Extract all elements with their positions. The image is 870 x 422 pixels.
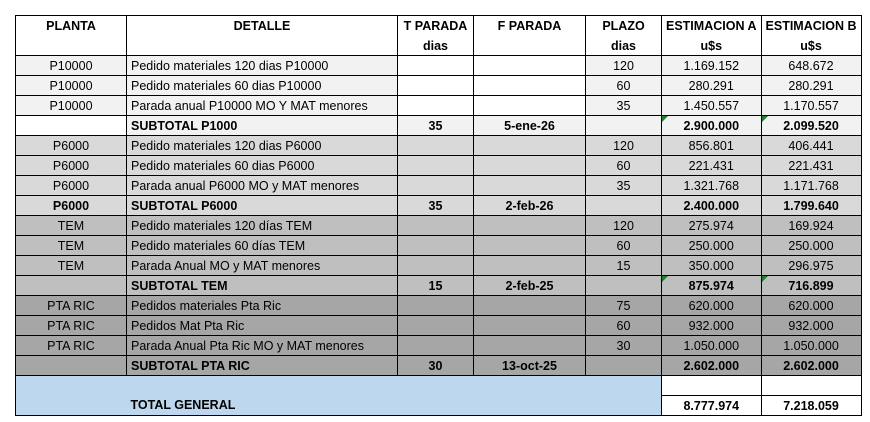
table-row <box>16 156 862 176</box>
planta-cell[interactable]: PTA RIC <box>16 336 127 356</box>
planta-cell[interactable]: PTA RIC <box>16 316 127 336</box>
f-parada-cell[interactable] <box>474 156 586 176</box>
estimacion-b-cell[interactable]: 169.924 <box>761 216 861 236</box>
planta-cell[interactable]: P6000 <box>16 176 127 196</box>
subtotal-label[interactable]: SUBTOTAL PTA RIC <box>127 356 398 376</box>
f-parada-cell[interactable]: 2-feb-26 <box>474 196 586 216</box>
estimacion-b-spacer[interactable] <box>761 376 861 396</box>
table-row <box>16 136 862 156</box>
estimacion-b-cell[interactable]: 2.602.000 <box>761 356 861 376</box>
plazo-cell[interactable] <box>586 276 662 296</box>
t-parada-cell[interactable] <box>398 296 474 316</box>
estimacion-b-cell[interactable]: 1.170.557 <box>761 96 861 116</box>
planta-cell[interactable]: TEM <box>16 236 127 256</box>
planta-cell[interactable] <box>16 356 127 376</box>
subtotal-label[interactable]: SUBTOTAL P1000 <box>127 116 398 136</box>
plazo-cell[interactable]: 75 <box>586 296 662 316</box>
planta-cell[interactable]: P6000 <box>16 156 127 176</box>
estimacion-a-cell[interactable]: 620.000 <box>662 296 762 316</box>
estimacion-b-cell[interactable]: 1.050.000 <box>761 336 861 356</box>
f-parada-cell[interactable] <box>474 336 586 356</box>
planta-cell[interactable] <box>16 116 127 136</box>
estimacion-a-cell[interactable]: 1.321.768 <box>662 176 762 196</box>
planta-cell[interactable]: P6000 <box>16 136 127 156</box>
plazo-cell[interactable]: 30 <box>586 336 662 356</box>
f-parada-cell[interactable] <box>474 296 586 316</box>
t-parada-cell[interactable] <box>398 316 474 336</box>
t-parada-cell[interactable] <box>398 336 474 356</box>
t-parada-cell[interactable]: 30 <box>398 356 474 376</box>
f-parada-cell[interactable] <box>474 256 586 276</box>
table-row <box>16 296 862 316</box>
header-estimacion-b[interactable]: ESTIMACION B <box>761 16 861 37</box>
estimacion-b-cell[interactable]: 221.431 <box>761 156 861 176</box>
f-parada-cell[interactable] <box>474 56 586 76</box>
plazo-cell[interactable]: 60 <box>586 76 662 96</box>
table-row <box>16 336 862 356</box>
subtotal-label[interactable]: SUBTOTAL TEM <box>127 276 398 296</box>
t-parada-cell[interactable] <box>398 156 474 176</box>
subtotal-row <box>16 196 862 216</box>
total-row <box>16 396 862 416</box>
header-plazo[interactable]: PLAZO <box>586 16 662 37</box>
estimacion-b-cell[interactable]: 1.799.640 <box>761 196 861 216</box>
total-estimacion-a[interactable]: 8.777.974 <box>662 396 762 416</box>
t-parada-cell[interactable] <box>398 256 474 276</box>
detalle-cell[interactable]: Pedido materiales 60 días TEM <box>127 236 398 256</box>
f-parada-cell[interactable] <box>474 236 586 256</box>
subtotal-label[interactable]: SUBTOTAL P6000 <box>127 196 398 216</box>
plazo-cell[interactable]: 60 <box>586 316 662 336</box>
f-parada-cell[interactable] <box>474 136 586 156</box>
subtotal-row <box>16 356 862 376</box>
total-spacer-row <box>16 376 862 396</box>
f-parada-cell[interactable] <box>474 316 586 336</box>
f-parada-cell[interactable] <box>474 176 586 196</box>
planta-cell[interactable]: TEM <box>16 216 127 236</box>
header-estimacion-a[interactable]: ESTIMACION A <box>662 16 762 37</box>
estimacion-b-cell[interactable]: 406.441 <box>761 136 861 156</box>
header-f-parada[interactable]: F PARADA <box>474 16 586 37</box>
table-row <box>16 176 862 196</box>
table-row <box>16 96 862 116</box>
detalle-cell[interactable]: Pedido materiales 60 dias P10000 <box>127 76 398 96</box>
header-row <box>16 16 862 37</box>
f-parada-cell[interactable] <box>474 76 586 96</box>
plazo-cell[interactable]: 60 <box>586 236 662 256</box>
planta-cell[interactable]: P6000 <box>16 196 127 216</box>
header-estimacion-b-unit[interactable]: u$s <box>761 36 861 56</box>
plazo-cell[interactable] <box>586 196 662 216</box>
estimacion-a-cell[interactable]: 2.400.000 <box>662 196 762 216</box>
estimacion-b-cell[interactable]: 716.899 <box>761 276 861 296</box>
header-plazo-unit[interactable]: dias <box>586 36 662 56</box>
estimacion-a-cell[interactable]: 280.291 <box>662 76 762 96</box>
cost-estimate-table <box>15 15 862 416</box>
header-t-parada-unit[interactable]: dias <box>398 36 474 56</box>
table-row <box>16 236 862 256</box>
table-row <box>16 56 862 76</box>
estimacion-a-cell[interactable]: 1.050.000 <box>662 336 762 356</box>
detalle-cell[interactable]: Pedido materiales 120 dias P6000 <box>127 136 398 156</box>
plazo-cell[interactable]: 60 <box>586 156 662 176</box>
f-parada-cell[interactable] <box>474 96 586 116</box>
detalle-cell[interactable]: Parada Anual Pta Ric MO y MAT menores <box>127 336 398 356</box>
plazo-cell[interactable]: 120 <box>586 136 662 156</box>
estimacion-a-cell[interactable]: 875.974 <box>662 276 762 296</box>
planta-cell[interactable]: P10000 <box>16 76 127 96</box>
detalle-cell[interactable]: Parada anual P6000 MO y MAT menores <box>127 176 398 196</box>
t-parada-cell[interactable] <box>398 236 474 256</box>
estimacion-b-cell[interactable]: 250.000 <box>761 236 861 256</box>
t-parada-cell[interactable] <box>398 136 474 156</box>
table-row <box>16 216 862 236</box>
estimacion-a-cell[interactable]: 2.602.000 <box>662 356 762 376</box>
estimacion-a-cell[interactable]: 350.000 <box>662 256 762 276</box>
t-parada-cell[interactable]: 35 <box>398 116 474 136</box>
estimacion-b-cell[interactable]: 620.000 <box>761 296 861 316</box>
planta-cell[interactable]: TEM <box>16 256 127 276</box>
estimacion-a-spacer[interactable] <box>662 376 762 396</box>
header-f-parada-cont[interactable] <box>474 36 586 56</box>
detalle-cell[interactable]: Pedido materiales 120 dias P10000 <box>127 56 398 76</box>
header-detalle-cont[interactable] <box>127 36 398 56</box>
plazo-cell[interactable]: 35 <box>586 96 662 116</box>
t-parada-cell[interactable] <box>398 56 474 76</box>
estimacion-a-cell[interactable]: 275.974 <box>662 216 762 236</box>
plazo-cell[interactable]: 15 <box>586 256 662 276</box>
header-detalle[interactable]: DETALLE <box>127 16 398 37</box>
total-spacer-cell[interactable] <box>16 376 662 396</box>
plazo-cell[interactable]: 35 <box>586 176 662 196</box>
planta-cell[interactable] <box>16 396 127 416</box>
estimacion-b-cell[interactable]: 296.975 <box>761 256 861 276</box>
f-parada-cell[interactable]: 5-ene-26 <box>474 116 586 136</box>
estimacion-a-cell[interactable]: 221.431 <box>662 156 762 176</box>
table-row <box>16 76 862 96</box>
detalle-cell[interactable]: Pedido materiales 60 dias P6000 <box>127 156 398 176</box>
estimacion-b-cell[interactable]: 1.171.768 <box>761 176 861 196</box>
header-planta-cont[interactable] <box>16 36 127 56</box>
estimacion-b-cell[interactable]: 932.000 <box>761 316 861 336</box>
total-estimacion-b[interactable]: 7.218.059 <box>761 396 861 416</box>
t-parada-cell[interactable] <box>398 76 474 96</box>
planta-cell[interactable]: P10000 <box>16 56 127 76</box>
detalle-cell[interactable]: Parada Anual MO y MAT menores <box>127 256 398 276</box>
total-label[interactable]: TOTAL GENERAL <box>127 396 662 416</box>
detalle-cell[interactable]: Parada anual P10000 MO Y MAT menores <box>127 96 398 116</box>
f-parada-cell[interactable] <box>474 216 586 236</box>
t-parada-cell[interactable]: 15 <box>398 276 474 296</box>
subtotal-row <box>16 116 862 136</box>
estimacion-a-cell[interactable]: 1.169.152 <box>662 56 762 76</box>
plazo-cell[interactable] <box>586 356 662 376</box>
header-t-parada[interactable]: T PARADA <box>398 16 474 37</box>
table-row <box>16 256 862 276</box>
f-parada-cell[interactable]: 2-feb-25 <box>474 276 586 296</box>
planta-cell[interactable] <box>16 276 127 296</box>
plazo-cell[interactable]: 120 <box>586 56 662 76</box>
detalle-cell[interactable]: Pedidos Mat Pta Ric <box>127 316 398 336</box>
t-parada-cell[interactable] <box>398 216 474 236</box>
estimacion-a-cell[interactable]: 856.801 <box>662 136 762 156</box>
subtotal-row <box>16 276 862 296</box>
t-parada-cell[interactable] <box>398 176 474 196</box>
header-estimacion-a-unit[interactable]: u$s <box>662 36 762 56</box>
header-row-units <box>16 36 862 56</box>
t-parada-cell[interactable] <box>398 96 474 116</box>
detalle-cell[interactable]: Pedidos materiales Pta Ric <box>127 296 398 316</box>
estimacion-b-cell[interactable]: 648.672 <box>761 56 861 76</box>
header-planta[interactable]: PLANTA <box>16 16 127 37</box>
estimacion-b-cell[interactable]: 280.291 <box>761 76 861 96</box>
plazo-cell[interactable]: 120 <box>586 216 662 236</box>
f-parada-cell[interactable]: 13-oct-25 <box>474 356 586 376</box>
table-row <box>16 316 862 336</box>
estimacion-a-cell[interactable]: 2.900.000 <box>662 116 762 136</box>
estimacion-b-cell[interactable]: 2.099.520 <box>761 116 861 136</box>
estimacion-a-cell[interactable]: 1.450.557 <box>662 96 762 116</box>
detalle-cell[interactable]: Pedido materiales 120 días TEM <box>127 216 398 236</box>
estimacion-a-cell[interactable]: 932.000 <box>662 316 762 336</box>
t-parada-cell[interactable]: 35 <box>398 196 474 216</box>
planta-cell[interactable]: PTA RIC <box>16 296 127 316</box>
estimacion-a-cell[interactable]: 250.000 <box>662 236 762 256</box>
plazo-cell[interactable] <box>586 116 662 136</box>
planta-cell[interactable]: P10000 <box>16 96 127 116</box>
